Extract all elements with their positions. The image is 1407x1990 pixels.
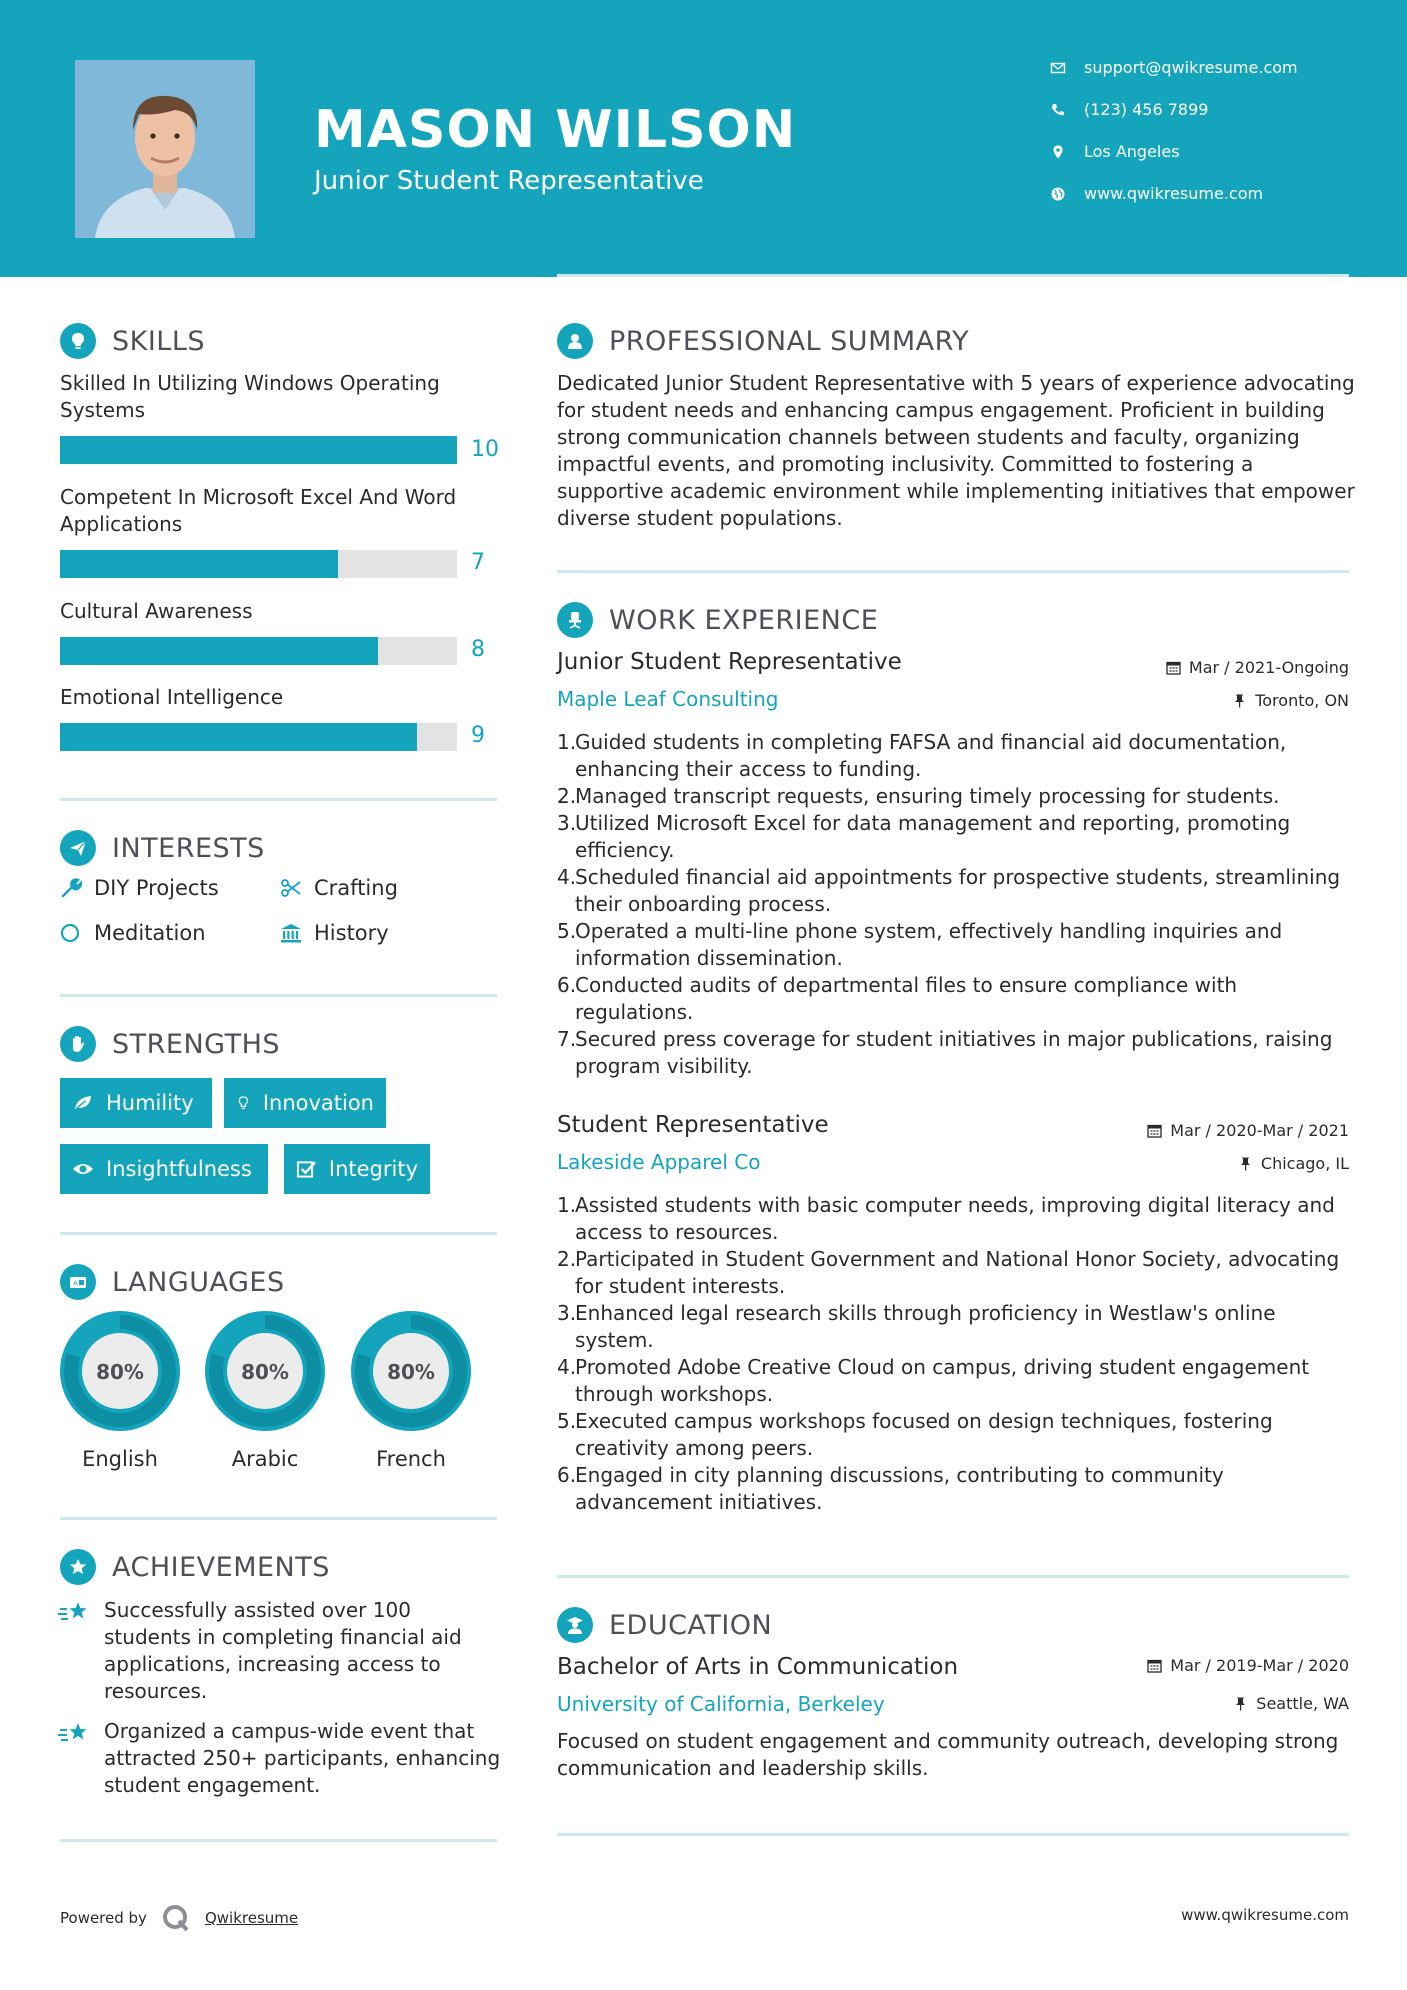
job-location: Toronto, ON — [1232, 691, 1349, 710]
skill-value: 8 — [471, 637, 485, 662]
duty-item: Executed campus workshops focused on design techniques, fostering creativity among peers. — [575, 1409, 1273, 1460]
section-divider — [60, 1839, 497, 1842]
contact-phone[interactable] — [1050, 100, 1370, 119]
wrench-icon — [60, 877, 94, 899]
footer-website[interactable]: www.qwikresume.com — [1181, 1906, 1349, 1924]
skill-bar — [60, 723, 457, 751]
pushpin-icon — [1232, 693, 1247, 708]
interest-item: History — [280, 921, 389, 945]
interest-item: DIY Projects — [60, 876, 219, 900]
section-divider — [557, 274, 1349, 277]
section-divider — [60, 1232, 497, 1235]
contact-phone-text: (123) 456 7899 — [1084, 100, 1209, 119]
qwikresume-logo-icon — [161, 1903, 191, 1933]
strength-chip: Humility — [60, 1078, 212, 1128]
location-pin-icon — [1050, 144, 1084, 160]
job-title: Junior Student Representative — [557, 649, 902, 675]
contact-location-text: Los Angeles — [1084, 142, 1180, 161]
summary-heading: PROFESSIONAL SUMMARY — [557, 323, 969, 359]
achievement-text: Successfully assisted over 100 students in completing financial aid applications, increasing access to resources. — [104, 1598, 462, 1703]
skill-label: Competent In Microsoft Excel And Word Applications — [60, 485, 457, 536]
interest-item: Crafting — [280, 876, 398, 900]
job-dates: Mar / 2021-Ongoing — [1166, 658, 1349, 677]
skill-label: Emotional Intelligence — [60, 685, 284, 709]
pushpin-icon — [1233, 1696, 1248, 1711]
museum-icon — [280, 922, 314, 944]
job-duties — [557, 729, 1357, 1080]
school-name: University of California, Berkeley — [557, 1692, 885, 1716]
education-description: Focused on student engagement and community outreach, developing strong communication and leadership skills. — [557, 1729, 1339, 1780]
achievements-heading: ACHIEVEMENTS — [60, 1549, 330, 1585]
degree-title: Bachelor of Arts in Communication — [557, 1654, 959, 1680]
language-percent: 80% — [241, 1360, 289, 1384]
language-name: Arabic — [231, 1447, 299, 1471]
phone-icon — [1050, 102, 1084, 118]
strength-chip: Insightfulness — [60, 1144, 268, 1194]
experience-heading: WORK EXPERIENCE — [557, 602, 878, 638]
duty-item: Enhanced legal research skills through proficiency in Westlaw's online system. — [575, 1301, 1276, 1352]
strength-chip: Innovation — [224, 1078, 386, 1128]
interest-item: Meditation — [60, 921, 206, 945]
svg-text:A: A — [73, 1279, 79, 1288]
duty-item: Assisted students with basic computer needs, improving digital literacy and access to resources. — [575, 1193, 1335, 1244]
calendar-icon — [1147, 1123, 1162, 1138]
skill-bar — [60, 436, 457, 464]
section-divider — [60, 798, 497, 801]
company-name: Lakeside Apparel Co — [557, 1150, 761, 1174]
skill-value: 10 — [471, 437, 499, 462]
language-name: French — [376, 1447, 446, 1471]
achievement-text: Organized a campus-wide event that attracted 250+ participants, enhancing student engagement. — [104, 1719, 501, 1797]
duty-item: Participated in Student Government and National Honor Society, advocating for student interests. — [575, 1247, 1340, 1298]
shooting-star-icon — [58, 1599, 90, 1627]
eye-icon — [72, 1158, 94, 1180]
duty-item: Promoted Adobe Creative Cloud on campus, driving student engagement through workshops. — [575, 1355, 1310, 1406]
skill-bar-fill — [60, 637, 378, 665]
office-chair-icon — [557, 602, 593, 638]
language-name: English — [82, 1447, 158, 1471]
calendar-icon — [1166, 660, 1181, 675]
skill-label: Skilled In Utilizing Windows Operating Systems — [60, 371, 440, 422]
duty-item: Conducted audits of departmental files to ensure compliance with regulations. — [575, 973, 1238, 1024]
section-divider — [557, 570, 1349, 573]
company-name: Maple Leaf Consulting — [557, 687, 779, 711]
candidate-name: MASON WILSON — [314, 100, 797, 160]
language-card-icon — [60, 1264, 96, 1300]
contact-email[interactable] — [1050, 58, 1370, 77]
section-divider — [557, 1575, 1349, 1578]
strengths-heading: STRENGTHS — [60, 1026, 280, 1062]
strength-chip: Integrity — [284, 1144, 430, 1194]
language-percent: 80% — [96, 1360, 144, 1384]
hand-icon — [60, 1026, 96, 1062]
duty-item: Utilized Microsoft Excel for data management and reporting, promoting efficiency. — [575, 811, 1291, 862]
envelope-icon — [1050, 60, 1084, 76]
contact-email-text: support@qwikresume.com — [1084, 58, 1298, 77]
duty-item: Engaged in city planning discussions, contributing to community advancement initiatives. — [575, 1463, 1224, 1514]
education-dates: Mar / 2019-Mar / 2020 — [1147, 1656, 1349, 1675]
pushpin-icon — [1238, 1156, 1253, 1171]
circle-icon — [60, 922, 94, 944]
star-badge-icon — [60, 1549, 96, 1585]
job-dates: Mar / 2020-Mar / 2021 — [1147, 1121, 1349, 1140]
profile-photo — [75, 60, 255, 238]
education-heading: EDUCATION — [557, 1607, 772, 1643]
skill-value: 7 — [471, 550, 485, 575]
scissors-icon — [280, 877, 314, 899]
resume-header — [0, 0, 1407, 277]
skill-bar-fill — [60, 723, 417, 751]
skill-value: 9 — [471, 723, 485, 748]
skill-bar-fill — [60, 436, 457, 464]
languages-heading: A LANGUAGES — [60, 1264, 285, 1300]
skills-heading: SKILLS — [60, 323, 205, 359]
contact-website-text: www.qwikresume.com — [1084, 184, 1264, 203]
section-divider — [60, 1517, 497, 1520]
duty-item: Scheduled financial aid appointments for prospective students, streamlining their onboarding process. — [575, 865, 1341, 916]
job-duties — [557, 1192, 1357, 1516]
footer-powered-by: Powered by Qwikresume — [60, 1903, 298, 1933]
lightbulb-icon — [60, 323, 96, 359]
interests-heading: INTERESTS — [60, 830, 265, 866]
contact-website[interactable] — [1050, 184, 1370, 203]
section-divider — [60, 994, 497, 997]
skill-label: Cultural Awareness — [60, 599, 253, 623]
paper-plane-icon — [60, 830, 96, 866]
qwikresume-link[interactable]: Qwikresume — [204, 1909, 299, 1927]
skill-bar-fill — [60, 550, 338, 578]
calendar-icon — [1147, 1658, 1162, 1673]
candidate-role: Junior Student Representative — [314, 166, 704, 196]
globe-icon — [1050, 186, 1084, 202]
skill-bar — [60, 637, 457, 665]
skill-bar — [60, 550, 457, 578]
leaf-icon — [72, 1092, 94, 1114]
checkbox-icon — [296, 1158, 317, 1180]
summary-text: Dedicated Junior Student Representative with 5 years of experience advocating for student needs and enhancing campus engagement. Proficient in building strong communication channels between students and faculty, organizing impactful events, and promoting inclusivity. Committed to fostering a supportive academic environment while implementing initiatives that empower diverse student populations. — [557, 371, 1355, 530]
duty-item: Secured press coverage for student initiatives in major publications, raising program visibility. — [575, 1027, 1333, 1078]
lightbulb-icon — [236, 1092, 251, 1114]
section-divider — [557, 1833, 1349, 1836]
job-title: Student Representative — [557, 1112, 829, 1138]
duty-item: Guided students in completing FAFSA and financial aid documentation, enhancing their access to funding. — [575, 730, 1287, 781]
user-icon — [557, 323, 593, 359]
education-location: Seattle, WA — [1233, 1694, 1349, 1713]
language-percent: 80% — [387, 1360, 435, 1384]
graduate-icon — [557, 1607, 593, 1643]
shooting-star-icon — [58, 1720, 90, 1748]
duty-item: Managed transcript requests, ensuring timely processing for students. — [575, 784, 1280, 808]
duty-item: Operated a multi-line phone system, effectively handling inquiries and information dissemination. — [575, 919, 1283, 970]
contact-location — [1050, 142, 1370, 161]
job-location: Chicago, IL — [1238, 1154, 1349, 1173]
